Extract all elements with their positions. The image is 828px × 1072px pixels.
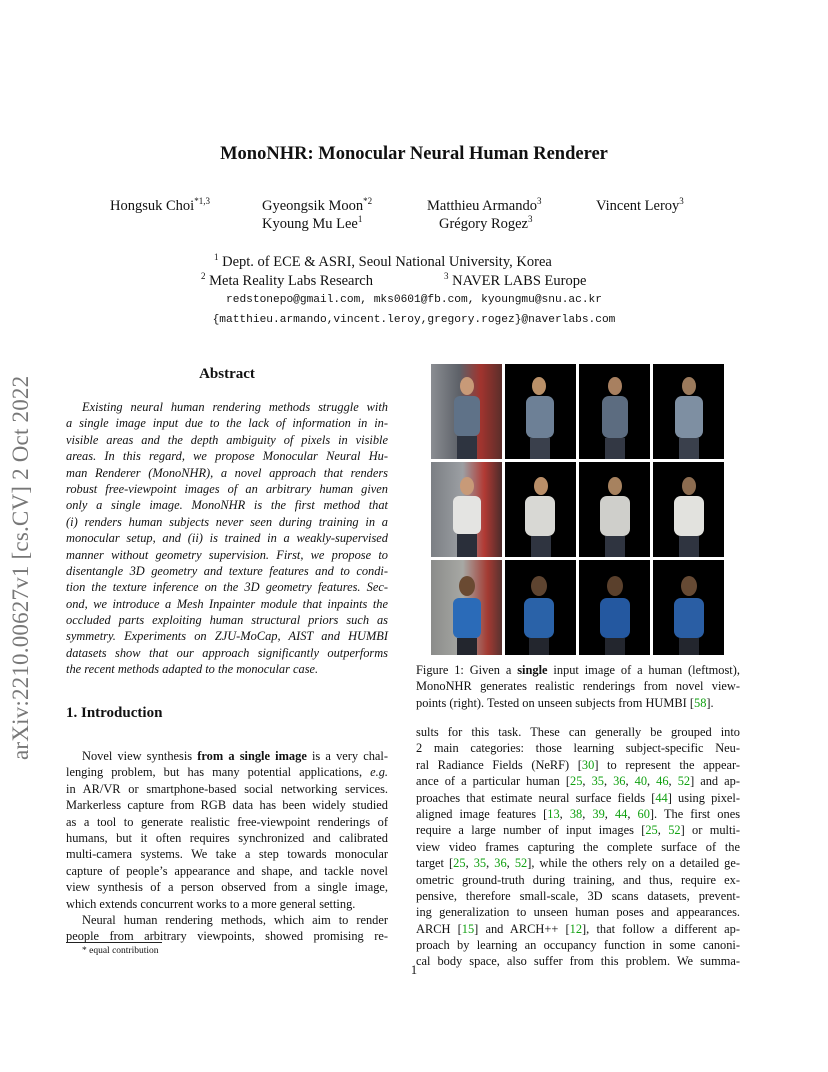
citation-link[interactable]: 52 [668, 823, 681, 838]
citation-link[interactable]: 40 [634, 774, 648, 789]
figure-input-image [431, 364, 502, 459]
body-line: ral Radiance Fields (NeRF) [30] to represent the appear- [416, 757, 740, 772]
intro-line: people from arbitrary viewpoints, showed promising re- [66, 929, 388, 944]
body-line: 2 main categories: those learning subject-specific Neu- [416, 741, 740, 756]
abstract-line: Existing neural human rendering methods struggle with [82, 400, 388, 414]
citation-link[interactable]: 46 [656, 774, 669, 789]
intro-line: humans, but it often requires synchronized and calibrated [66, 830, 388, 845]
affiliation-1: $^1$ Dept. of ECE & ASRI, Seoul National University, Korea [214, 252, 552, 270]
caption-line: Figure 1: Given a single input image of a human (leftmost), [416, 663, 740, 677]
citation-link[interactable]: 35 [473, 856, 487, 871]
intro-line: Markerless capture from RGB data has been widely studied [66, 798, 388, 813]
abstract-line: datasets show that our approach significantly outperforms [66, 645, 388, 660]
body-line: ometric ground-truth during training, and thus, require ex- [416, 872, 740, 887]
author-4: Vincent Leroy$^3$ [596, 196, 684, 214]
abstract-line: tion the texture inference on the 3D geometry features. Sec- [66, 580, 388, 595]
abstract-line: occluded parts exploiting human structural priors such as [66, 613, 388, 628]
intro-paragraph-2 [66, 912, 388, 945]
citation-link[interactable]: 25 [645, 823, 658, 838]
abstract-line: (i) renders human subjects never seen during training in a [66, 514, 388, 529]
citation-link[interactable]: 44 [655, 790, 668, 805]
body-line: view video frames capturing the complete surface of the [416, 839, 740, 854]
abstract-line: the recent methods adapted to the monocular case. [66, 662, 319, 677]
author-1: Hongsuk Choi$^{*1,3}$ [110, 196, 210, 214]
body-line: target [25, 35, 36, 52], while the others rely on a detailed ge- [416, 856, 740, 871]
author-5: Kyoung Mu Lee$^1$ [262, 214, 363, 232]
intro-line: view synthesis of a person observed from a single image, [66, 880, 388, 895]
abstract-line: visible areas and the depth ambiguity of pixels in visible [66, 432, 388, 447]
body-line: cal body space, also suffer from this problem. We summa- [416, 954, 740, 969]
figure-rendering [579, 462, 650, 557]
citation-link[interactable]: 38 [569, 806, 583, 821]
body-line: sults for this task. These can generally be grouped into [416, 725, 740, 739]
figure-1-image-grid [431, 364, 725, 656]
caption-line: points (right). Tested on unseen subjects from HUMBI [58]. [416, 695, 714, 710]
citation-link[interactable]: 52 [677, 774, 691, 789]
abstract-line: monocular setup, and (ii) is trained in a weakly-supervised [66, 531, 388, 546]
author-6: Grégory Rogez$^3$ [439, 214, 533, 232]
citation-link[interactable]: 25 [570, 774, 583, 789]
figure-rendering [653, 560, 724, 655]
intro-line: in AR/VR or smartphone-based social networking services. [66, 781, 388, 796]
body-line: require a large number of input images [25, 52] or multi- [416, 823, 740, 838]
abstract-line: disentangle 3D geometry and texture features and to condi- [66, 563, 388, 578]
citation-link[interactable]: 52 [514, 856, 528, 871]
figure-input-image [431, 462, 502, 557]
figure-rendering [653, 364, 724, 459]
affiliation-2: $^2$ Meta Reality Labs Research [201, 271, 373, 289]
abstract-line: robust free-viewpoint images of an arbitrary human given [66, 481, 388, 496]
footnote: * equal contribution [82, 946, 159, 956]
intro-line: capture of people’s appearance and shape, and tackle novel [66, 863, 388, 878]
intro-paragraph-1 [66, 748, 388, 912]
abstract-line: areas. In this regard, we propose Monocular Neural Hu- [66, 449, 388, 464]
citation-link[interactable]: 15 [461, 921, 475, 936]
citation-link[interactable]: 35 [591, 774, 604, 789]
body-line: aligned image features [13, 38, 39, 44, 60]. The first ones [416, 806, 741, 821]
intro-line: lenging problem, but has many potential applications, e.g. [66, 765, 388, 780]
citation-link[interactable]: 60 [637, 806, 650, 821]
figure-rendering [505, 364, 576, 459]
abstract-body [66, 399, 388, 678]
figure-rendering [579, 560, 650, 655]
body-line: pensive, therefore small-scale, 3D scans datasets, prevent- [416, 888, 740, 903]
citation-link[interactable]: 25 [453, 856, 466, 871]
figure-input-image [431, 560, 502, 655]
body-line: proach by learning an occupancy function in some canoni- [416, 938, 740, 953]
abstract-line: manner without geometry supervision. First, we propose to [66, 547, 388, 562]
abstract-line: ond, we introduce a Mesh Inpainter module that inpaints the [66, 596, 388, 611]
figure-rendering [505, 462, 576, 557]
abstract-line: a single image input due to the lack of information in in- [66, 416, 388, 431]
intro-heading: 1. Introduction [66, 705, 163, 721]
figure-rendering [653, 462, 724, 557]
intro-line: multi-camera systems. We take a step towards monocular [66, 847, 388, 862]
citation-link[interactable]: 58 [694, 695, 707, 710]
right-column-body [416, 724, 740, 970]
citation-link[interactable]: 12 [569, 921, 583, 936]
citation-link[interactable]: 39 [592, 806, 605, 821]
intro-line: which extends concurrent works to a more general setting. [66, 896, 356, 911]
caption-line: MonoNHR generates realistic renderings from novel view- [416, 679, 740, 694]
abstract-heading: Abstract [199, 366, 255, 382]
abstract-line: symmetry. Experiments on ZJU-MoCap, AIST and HUMBI [66, 629, 388, 644]
figure-rendering [579, 364, 650, 459]
body-line: ARCH [15] and ARCH++ [12], that follow a different ap- [416, 921, 740, 936]
figure-rendering [505, 560, 576, 655]
affiliation-3: $^3$ NAVER LABS Europe [444, 271, 587, 289]
abstract-line: only a single image. MonoNHR is the first method that [66, 498, 388, 513]
author-2: Gyeongsik Moon$^{*2}$ [262, 196, 373, 214]
abstract-line: man Renderer (MonoNHR), a novel approach that renders [66, 465, 388, 480]
body-line: ance of a particular human [25, 35, 36, 40, 46, 52] and ap- [416, 774, 740, 789]
arxiv-side-label: arXiv:2210.00627v1 [cs.CV] 2 Oct 2022 [8, 375, 33, 760]
email-line-2: {matthieu.armando,vincent.leroy,gregory.rogez}@naverlabs.com [212, 314, 616, 326]
page-number: 1 [410, 963, 418, 977]
citation-link[interactable]: 13 [547, 806, 560, 821]
citation-link[interactable]: 36 [494, 856, 507, 871]
author-3: Matthieu Armando$^3$ [427, 196, 542, 214]
intro-line: Neural human rendering methods, which aim to render [82, 913, 388, 927]
intro-line: Novel view synthesis from a single image is a very chal- [82, 749, 388, 763]
paper-title: MonoNHR: Monocular Neural Human Renderer [220, 144, 608, 164]
footnote-rule [66, 942, 162, 943]
intro-line: as a tool to generate realistic free-viewpoint renderings of [66, 814, 388, 829]
citation-link[interactable]: 36 [613, 774, 626, 789]
body-line: ing generalization to unseen human poses and appearances. [416, 905, 740, 920]
citation-link[interactable]: 30 [581, 757, 595, 772]
figure-1-caption [416, 662, 740, 711]
email-line-1: redstonepo@gmail.com, mks0601@fb.com, kyoungmu@snu.ac.kr [226, 294, 602, 306]
citation-link[interactable]: 44 [614, 806, 628, 821]
body-line: proaches that estimate neural surface fields [44] using pixel- [416, 790, 740, 805]
